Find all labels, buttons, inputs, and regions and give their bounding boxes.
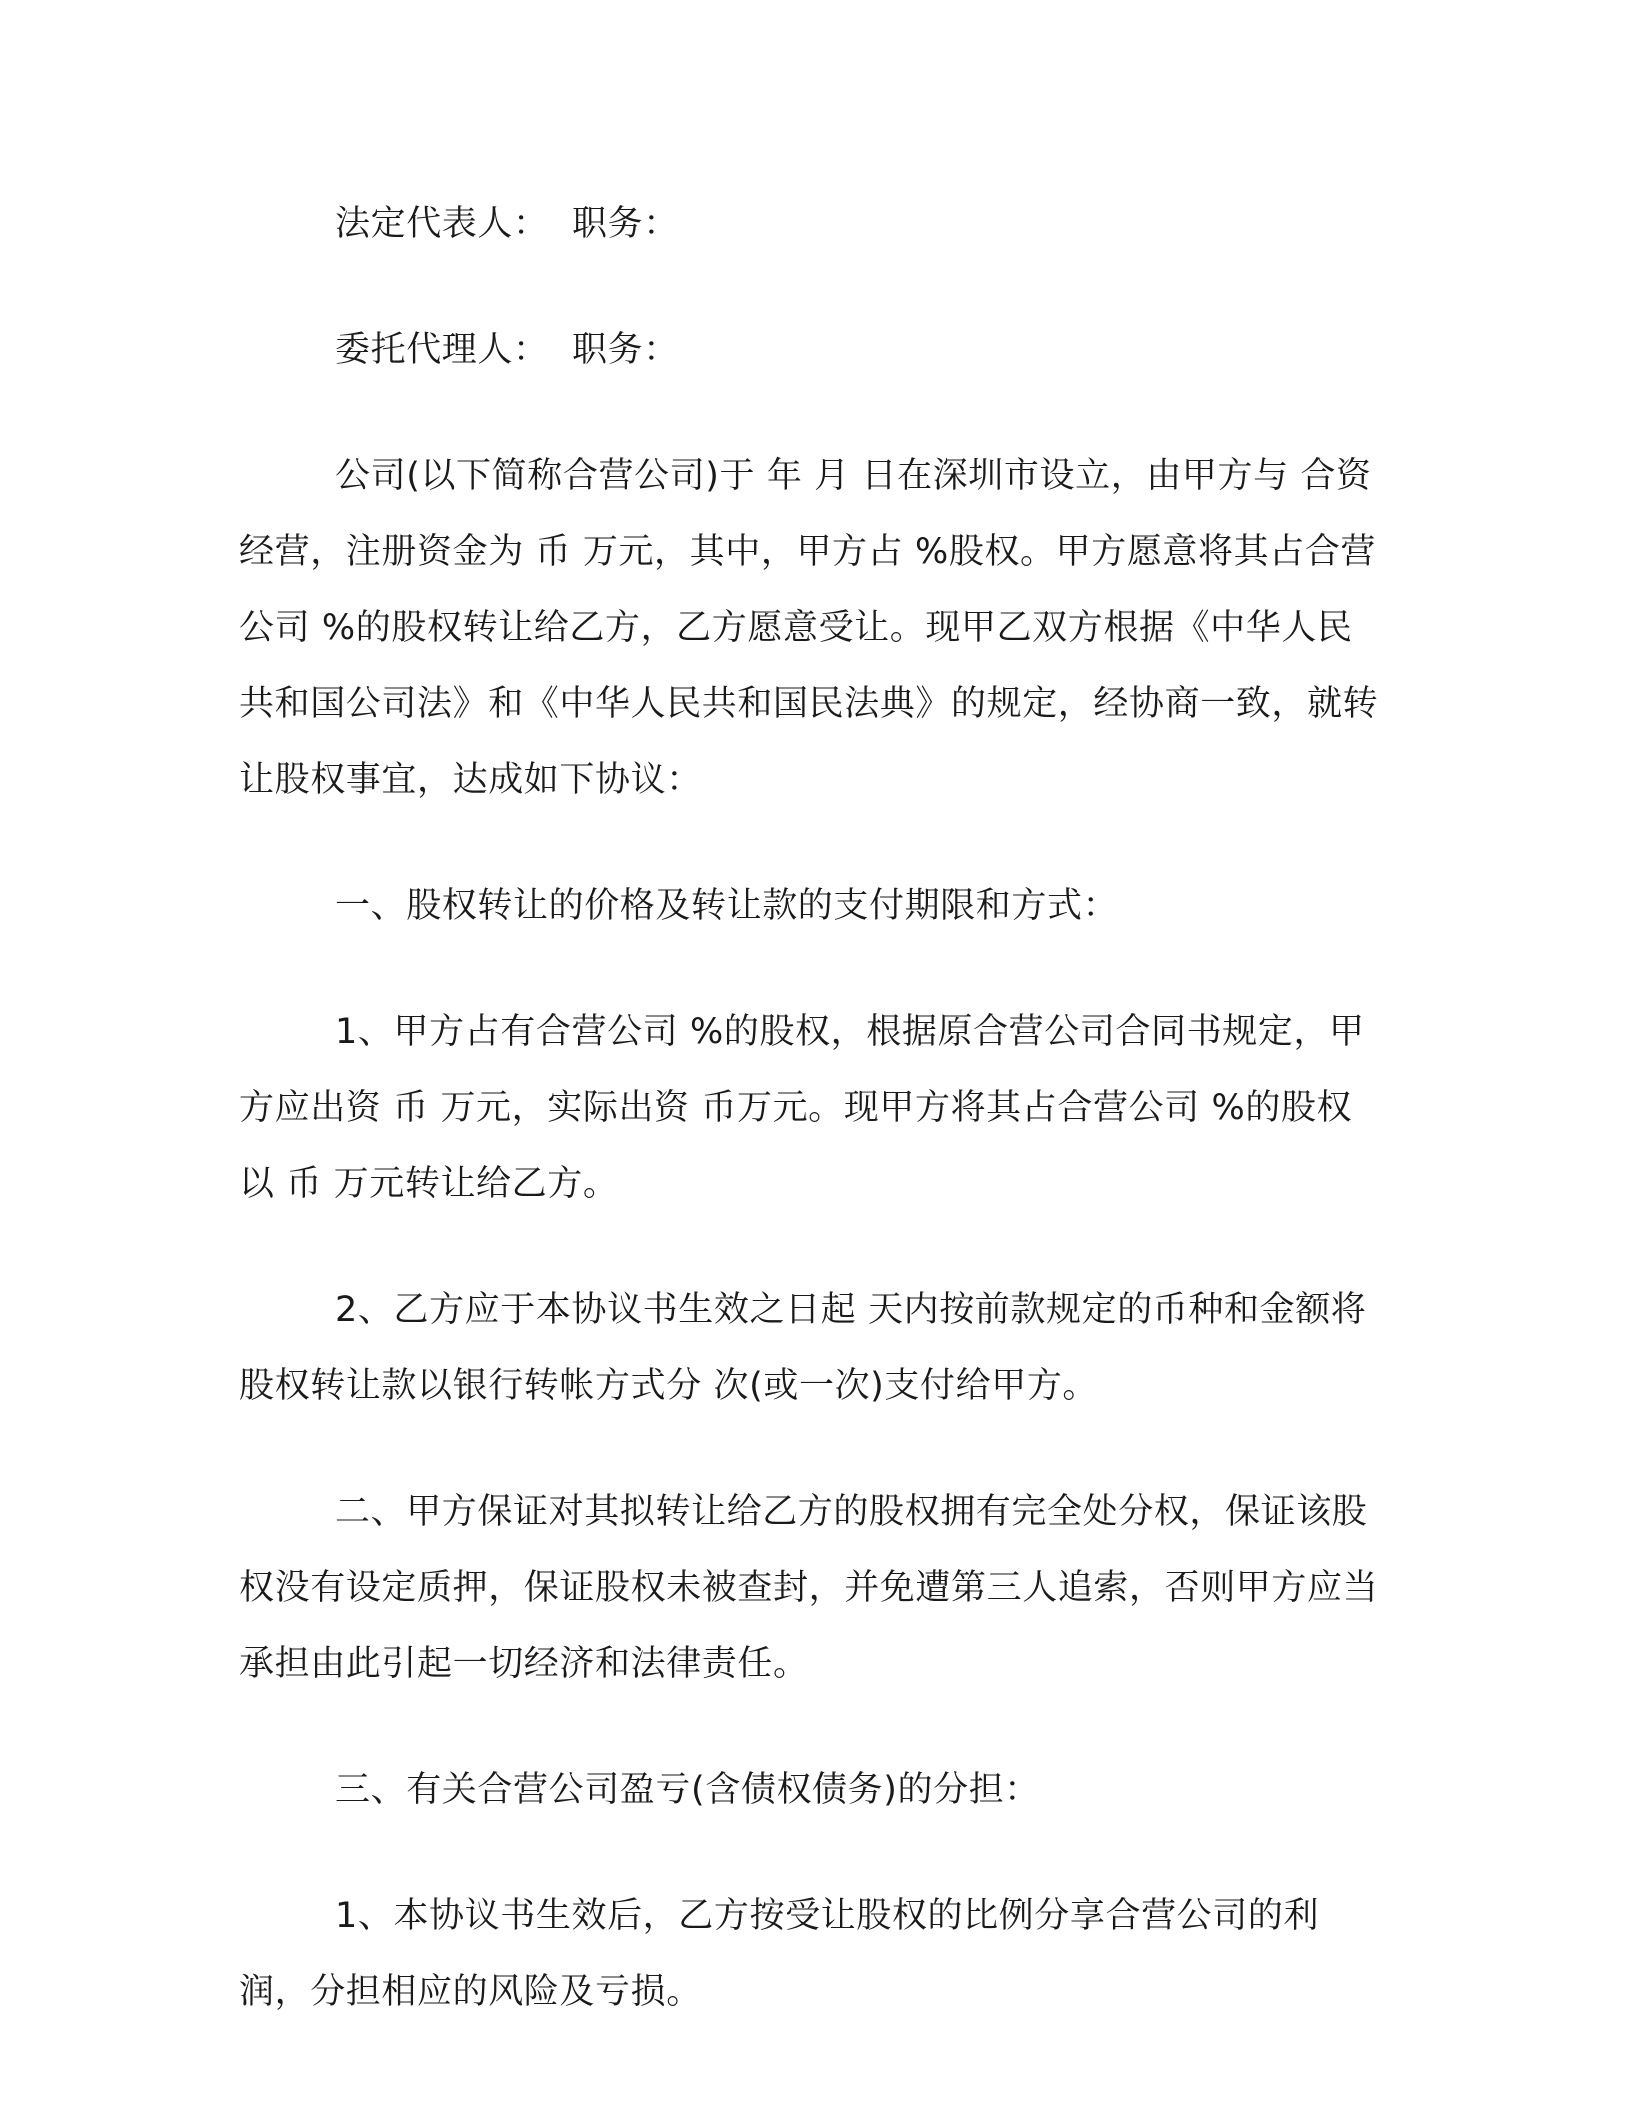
document-body bbox=[239, 186, 1379, 2030]
preamble-paragraph: 公司(以下简称合营公司)于 年 月 日在深圳市设立，由甲方与 合资经营，注册资金为 币 万元，其中，甲方占 %股权。甲方愿意将其占合营公司 %的股权转让给乙方，乙方愿意受让。现甲乙双方根据《中华人民共和国公司法》和《中华人民共和国民法典》的规定，经协商一致，就转让股权事宜，达成如下协议： bbox=[239, 456, 1379, 800]
section-three-heading: 三、有关合营公司盈亏(含债权债务)的分担： bbox=[335, 1770, 1040, 1810]
section-two-paragraph: 二、甲方保证对其拟转让给乙方的股权拥有完全处分权，保证该股权没有设定质押，保证股权未被查封，并免遭第三人追索，否则甲方应当承担由此引起一切经济和法律责任。 bbox=[239, 1492, 1379, 1684]
section-one-heading: 一、股权转让的价格及转让款的支付期限和方式： bbox=[335, 886, 1119, 926]
authorized-agent-line: 委托代理人： 职务： bbox=[335, 330, 679, 370]
section-three-clause-1: 1、本协议书生效后，乙方按受让股权的比例分享合营公司的利润，分担相应的风险及亏损。 bbox=[239, 1896, 1320, 2012]
section-one-clause-1: 1、甲方占有合营公司 %的股权，根据原合营公司合同书规定，甲方应出资 币 万元，实际出资 币万元。现甲方将其占合营公司 %的股权以 币 万元转让给乙方。 bbox=[239, 1012, 1365, 1204]
section-one-clause-2: 2、乙方应于本协议书生效之日起 天内按前款规定的币种和金额将股权转让款以银行转帐方式分 次(或一次)支付给甲方。 bbox=[239, 1290, 1367, 1406]
legal-representative-line: 法定代表人： 职务： bbox=[335, 204, 679, 244]
